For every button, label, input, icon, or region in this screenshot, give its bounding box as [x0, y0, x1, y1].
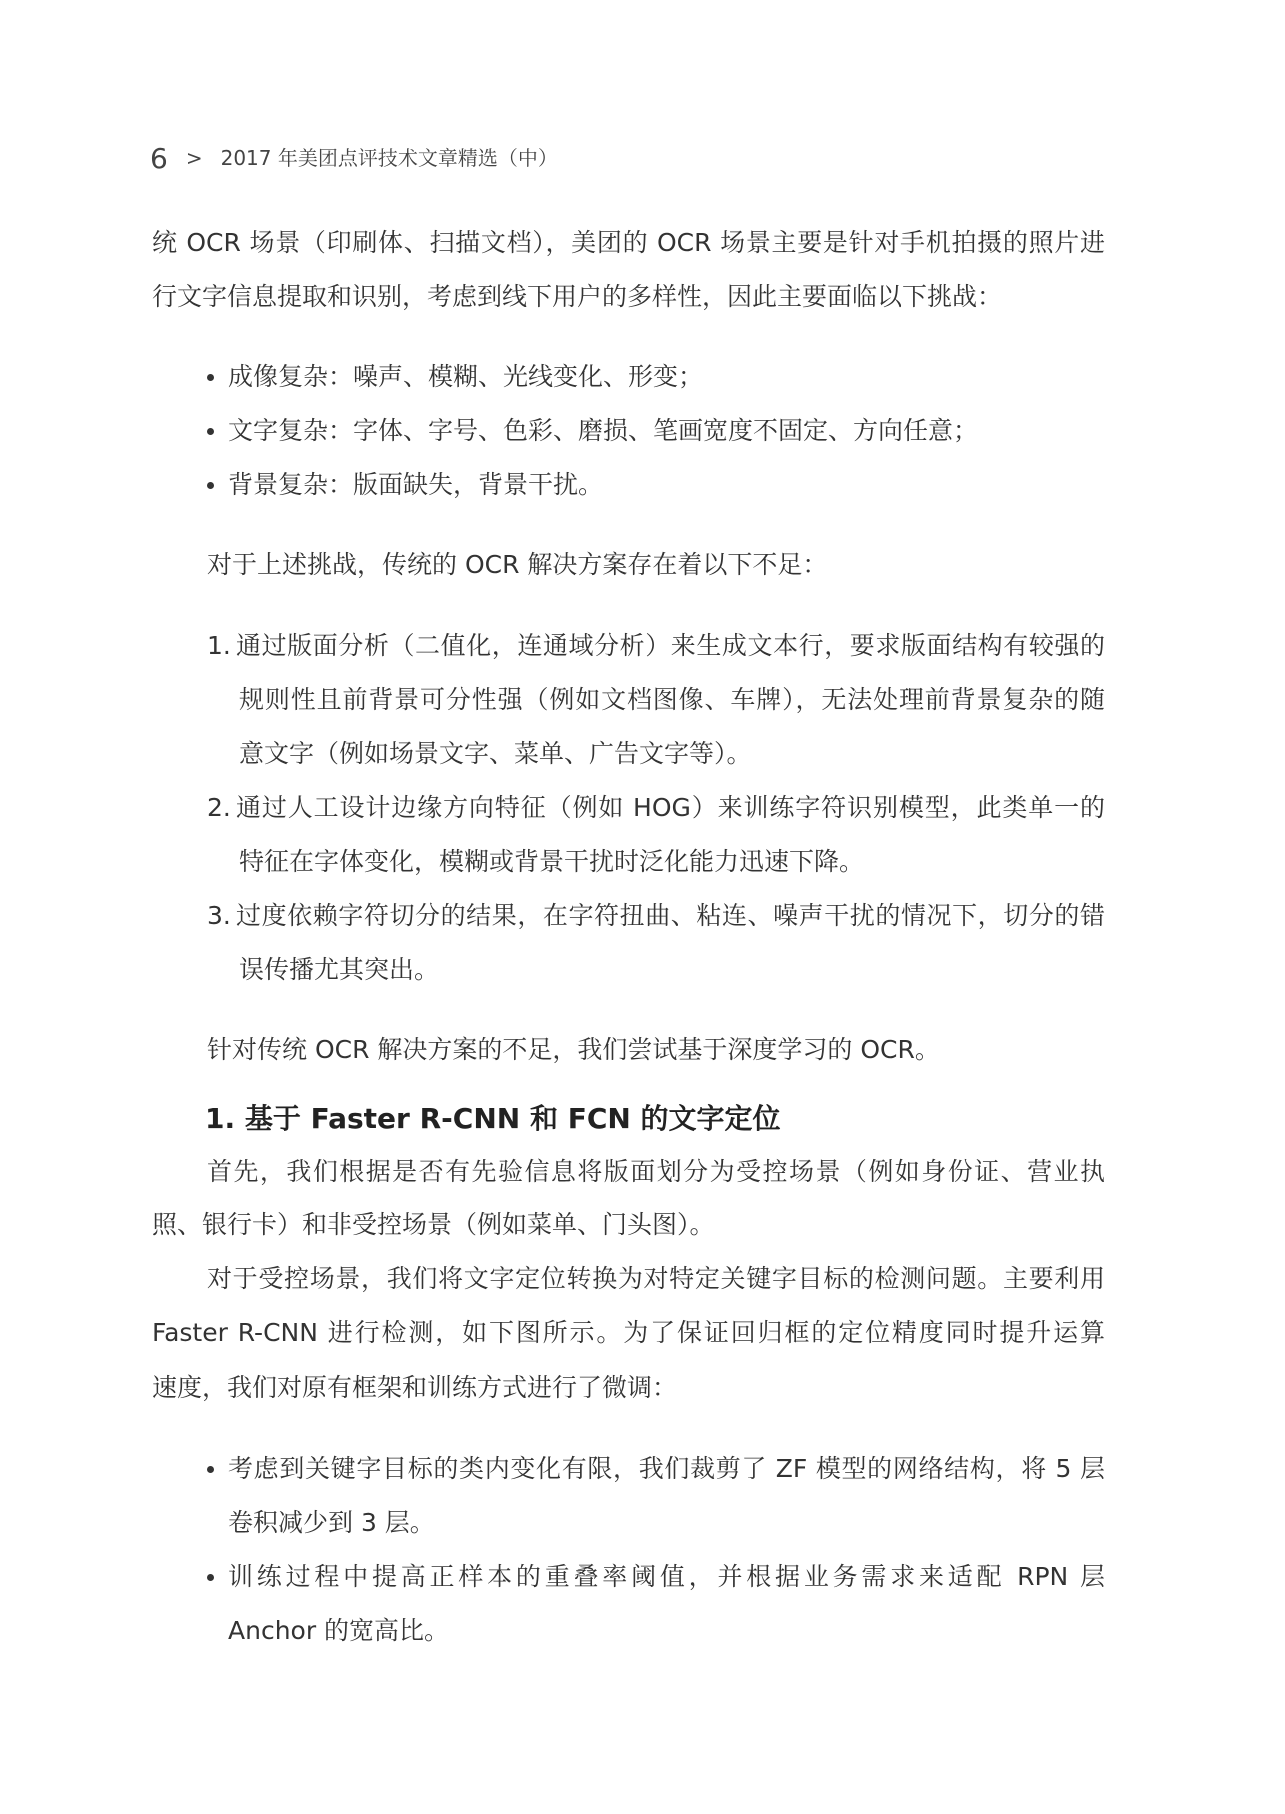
- transition-paragraph: 针对传统 OCR 解决方案的不足，我们尝试基于深度学习的 OCR。: [207, 1035, 940, 1064]
- shortcoming-line: 规则性且前背景可分性强（例如文档图像、车牌），无法处理前背景复杂的随: [239, 685, 1105, 714]
- bullet-icon: [207, 482, 214, 489]
- shortcoming-line: 特征在字体变化，模糊或背景干扰时泛化能力迅速下降。: [239, 847, 865, 876]
- paragraph-line: Faster R-CNN 进行检测，如下图所示。为了保证回归框的定位精度同时提升运算: [152, 1318, 1105, 1347]
- bullet-icon: [207, 1466, 214, 1473]
- header-separator: >: [185, 146, 203, 170]
- tweak-line: 考虑到关键字目标的类内变化有限，我们裁剪了 ZF 模型的网络结构，将 5 层: [228, 1454, 1105, 1483]
- bullet-icon: [207, 428, 214, 435]
- tweak-line: 训练过程中提高正样本的重叠率阈值，并根据业务需求来适配 RPN 层: [228, 1562, 1105, 1591]
- tweak-line: Anchor 的宽高比。: [228, 1616, 450, 1645]
- bullet-icon: [207, 1574, 214, 1581]
- shortcomings-intro: 对于上述挑战，传统的 OCR 解决方案存在着以下不足：: [207, 550, 828, 579]
- intro-line: 统 OCR 场景（印刷体、扫描文档），美团的 OCR 场景主要是针对手机拍摄的照片进: [152, 228, 1105, 257]
- shortcoming-line: 通过版面分析（二值化，连通域分析）来生成文本行，要求版面结构有较强的: [236, 631, 1105, 660]
- tweak-line: 卷积减少到 3 层。: [228, 1508, 435, 1537]
- paragraph-line: 照、银行卡）和非受控场景（例如菜单、门头图）。: [152, 1210, 715, 1239]
- paragraph-line: 首先，我们根据是否有先验信息将版面划分为受控场景（例如身份证、营业执: [207, 1157, 1105, 1186]
- list-number: 2.: [207, 793, 231, 822]
- paragraph-line: 速度，我们对原有框架和训练方式进行了微调：: [152, 1373, 678, 1402]
- shortcoming-line: 意文字（例如场景文字、菜单、广告文字等）。: [239, 739, 752, 768]
- list-number: 3.: [207, 901, 231, 930]
- book-title: 2017 年美团点评技术文章精选（中）: [220, 146, 558, 170]
- list-number: 1.: [207, 631, 231, 660]
- shortcoming-line: 过度依赖字符切分的结果，在字符扭曲、粘连、噪声干扰的情况下，切分的错: [236, 901, 1105, 930]
- page-number: 6: [150, 142, 168, 175]
- bullet-icon: [207, 374, 214, 381]
- challenge-item: 背景复杂：版面缺失，背景干扰。: [228, 470, 604, 499]
- challenge-item: 文字复杂：字体、字号、色彩、磨损、笔画宽度不固定、方向任意；: [228, 416, 979, 445]
- section-heading: 1. 基于 Faster R-CNN 和 FCN 的文字定位: [205, 1102, 781, 1135]
- intro-line: 行文字信息提取和识别，考虑到线下用户的多样性，因此主要面临以下挑战：: [152, 282, 1003, 311]
- shortcoming-line: 误传播尤其突出。: [239, 955, 440, 984]
- shortcoming-line: 通过人工设计边缘方向特征（例如 HOG）来训练字符识别模型，此类单一的: [236, 793, 1105, 822]
- paragraph-line: 对于受控场景，我们将文字定位转换为对特定关键字目标的检测问题。主要利用: [207, 1264, 1105, 1293]
- challenge-item: 成像复杂：噪声、模糊、光线变化、形变；: [228, 362, 704, 391]
- running-header: [150, 142, 558, 175]
